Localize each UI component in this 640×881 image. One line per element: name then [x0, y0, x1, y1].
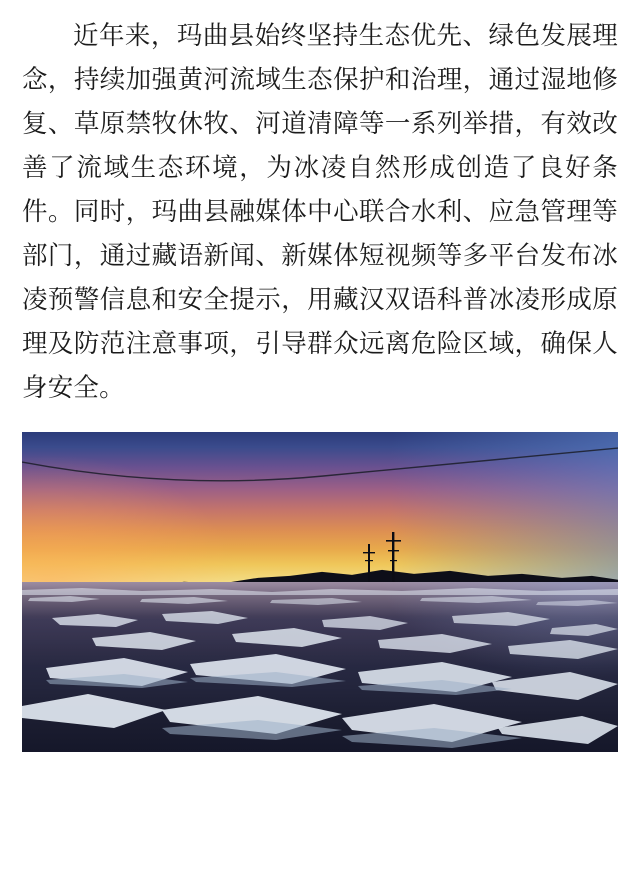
article-body — [0, 0, 640, 410]
article-photo — [22, 432, 618, 752]
ice-floes — [22, 432, 618, 752]
article-paragraph: 近年来，玛曲县始终坚持生态优先、绿色发展理念，持续加强黄河流域生态保护和治理，通过湿地修复、草原禁牧休牧、河道清障等一系列举措，有效改善了流域生态环境，为冰凌自然形成创造了良好条件。同时，玛曲县融媒体中心联合水利、应急管理等部门，通过藏语新闻、新媒体短视频等多平台发布冰凌预警信息和安全提示，用藏汉双语科普冰凌形成原理及防范注意事项，引导群众远离危险区域，确保人身安全。 — [22, 21, 618, 403]
